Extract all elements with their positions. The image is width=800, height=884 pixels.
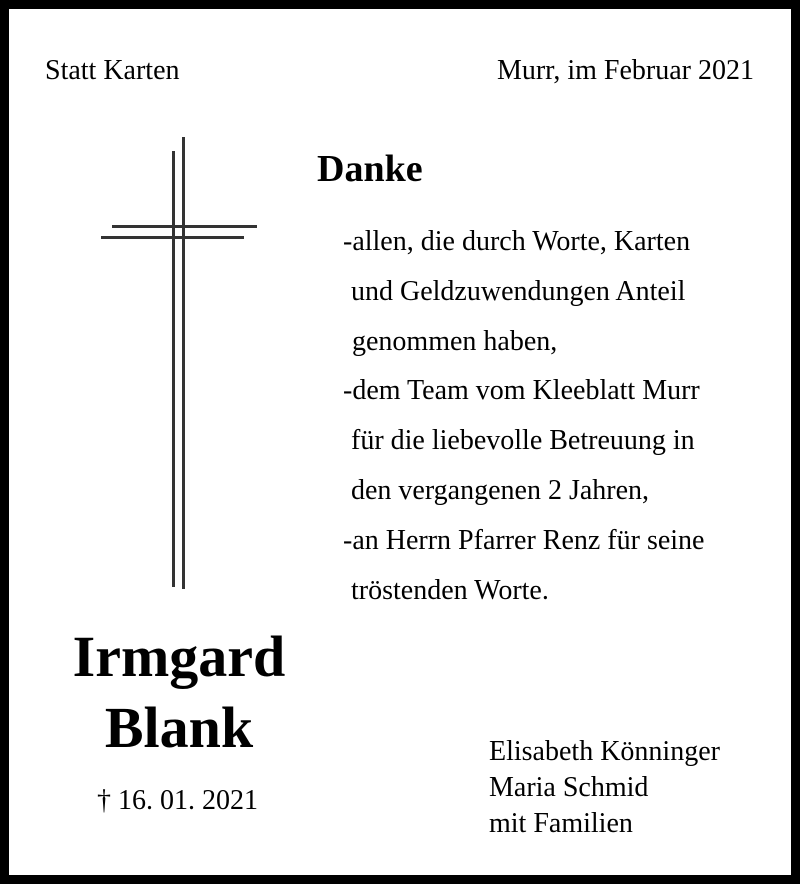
signatory: Elisabeth Könninger	[489, 736, 720, 767]
deceased-last-name: Blank	[104, 695, 254, 760]
header-place-date: Murr, im Februar 2021	[496, 55, 754, 86]
thanks-line: genommen haben,	[352, 326, 558, 357]
thanks-title: Danke	[317, 148, 423, 190]
signatory: mit Familien	[489, 808, 633, 839]
thanks-line: -an Herrn Pfarrer Renz für seine	[343, 525, 705, 556]
death-date: † 16. 01. 2021	[97, 785, 258, 816]
signatory: Maria Schmid	[489, 772, 649, 803]
thanks-line: -dem Team vom Kleeblatt Murr	[343, 375, 700, 406]
header-statt-karten: Statt Karten	[45, 55, 180, 86]
thanks-line: für die liebevolle Betreuung in	[351, 425, 695, 456]
thanks-line: den vergangenen 2 Jahren,	[351, 475, 650, 506]
thanks-line: -allen, die durch Worte, Karten	[343, 226, 691, 257]
thanks-line: und Geldzuwendungen Anteil	[351, 276, 686, 307]
deceased-first-name: Irmgard	[72, 624, 286, 689]
thanks-line: tröstenden Worte.	[351, 575, 549, 606]
